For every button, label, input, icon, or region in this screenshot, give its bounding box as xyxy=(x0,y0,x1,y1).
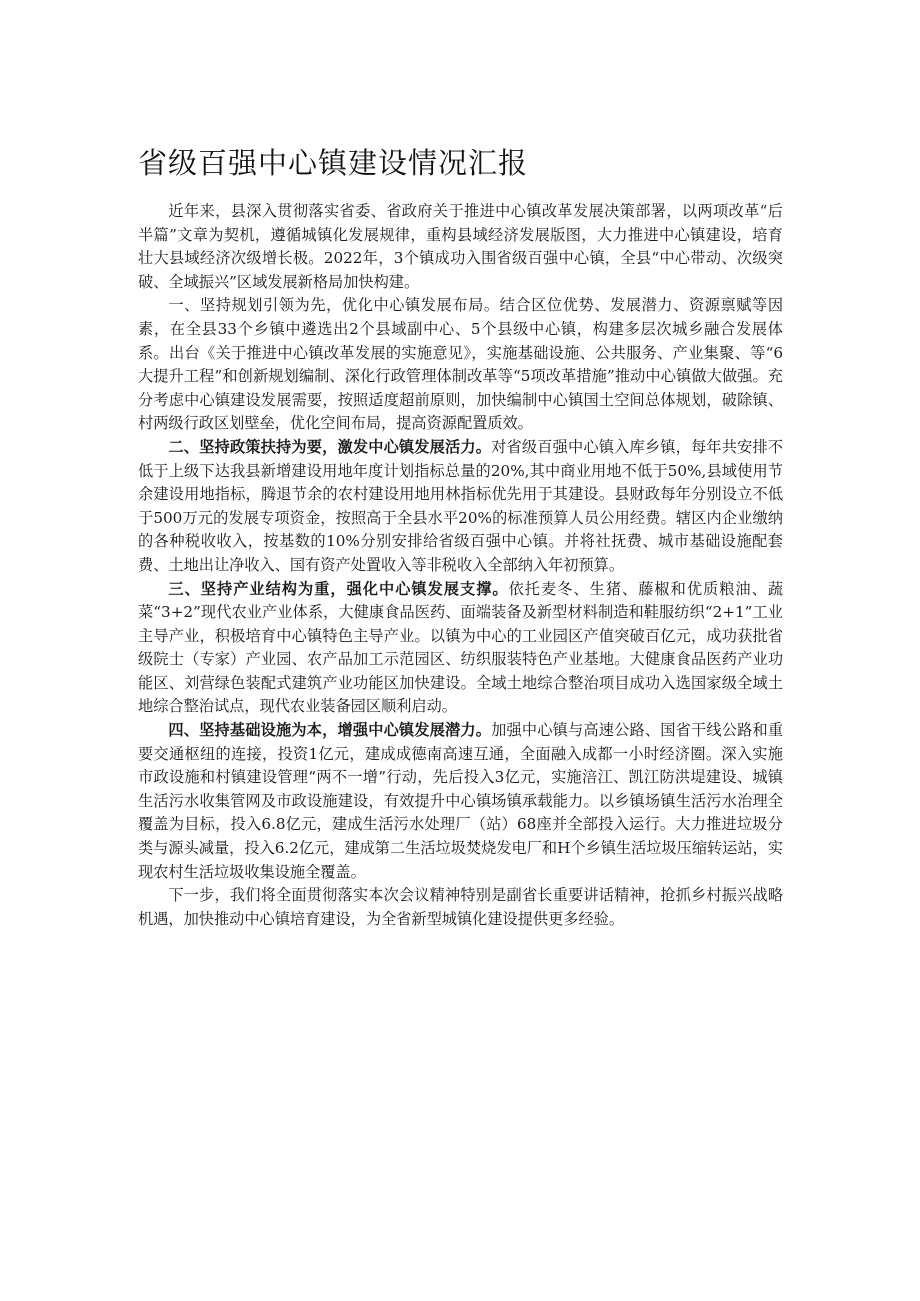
paragraph-section-4 xyxy=(138,719,783,884)
section-4-heading: 四、坚持基础设施为本，增强中心镇发展潜力。 xyxy=(168,721,492,740)
paragraph-intro xyxy=(138,200,783,294)
section-3-heading: 三、坚持产业结构为重，强化中心镇发展支撑。 xyxy=(168,579,509,598)
document-title: 省级百强中心镇建设情况汇报 xyxy=(138,146,529,180)
paragraph-section-1 xyxy=(138,294,783,436)
paragraph-next-steps xyxy=(138,884,783,931)
paragraph-intro-text: 近年来，县深入贯彻落实省委、省政府关于推进中心镇改革发展决策部署，以两项改革“后半篇”文章为契机，遵循城镇化发展规律，重构县域经济发展版图，大力推进中心镇建设，培育壮大县域经济次级增长极。2022年，3个镇成功入围省级百强中心镇，全县“中心带动、次级突破、全域振兴”区域发展新格局加快构建。 xyxy=(138,202,783,291)
paragraph-section-3-text: 依托麦冬、生猪、藤椒和优质粮油、蔬菜“3+2”现代农业产业体系，大健康食品医药、面端装备及新型材料制造和鞋服纺织“2+1”工业主导产业，积极培育中心镇特色主导产业。以镇为中心的工业园区产值突破百亿元，成功获批省级院士（专家）产业园、农产品加工示范园区、纺织服装特色产业基地。大健康食品医药产业功能区、刘营绿色装配式建筑产业功能区加快建设。全域土地综合整治项目成功入选国家级全域土地综合整治试点，现代农业装备园区顺利启动。 xyxy=(138,579,784,716)
paragraph-section-2 xyxy=(138,436,783,578)
section-2-heading: 二、坚持政策扶持为要，激发中心镇发展活力。 xyxy=(168,437,492,456)
paragraph-section-2-text: 对省级百强中心镇入库乡镇，每年共安排不低于上级下达我县新增建设用地年度计划指标总量的20%,其中商业用地不低于50%,县域使用节余建设用地指标，腾退节余的农村建设用地用林指标优先用于其建设。县财政每年分别设立不低于500万元的发展专项资金，按照高于全县水平20%的标准预算人员公用经费。辖区内企业缴纳的各种税收收入，按基数的10%分别安排给省级百强中心镇。并将社抚费、城市基础设施配套费、土地出让净收入、国有资产处置收入等非税收入全部纳入年初预算。 xyxy=(138,437,784,574)
document-body xyxy=(138,200,783,931)
paragraph-next-steps-text: 下一步，我们将全面贯彻落实本次会议精神特别是副省长重要讲话精神，抢抓乡村振兴战略机遇，加快推动中心镇培育建设，为全省新型城镇化建设提供更多经验。 xyxy=(138,886,783,928)
paragraph-section-4-text: 加强中心镇与高速公路、国省干线公路和重要交通枢纽的连接，投资1亿元，建成成德南高速互通，全面融入成都一小时经济圈。深入实施市政设施和村镇建设管理“两不一增”行动，先后投入3亿元，实施涪江、凯江防洪堤建设、城镇生活污水收集管网及市政设施建设，有效提升中心镇场镇承载能力。以乡镇场镇生活污水治理全覆盖为目标，投入6.8亿元，建成生活污水处理厂（站）68座并全部投入运行。大力推进垃圾分类与源头减量，投入6.2亿元，建成第二生活垃圾焚烧发电厂和H个乡镇生活垃圾压缩转运站，实现农村生活垃圾收集设施全覆盖。 xyxy=(138,721,784,881)
paragraph-section-1-text: 一、坚持规划引领为先，优化中心镇发展布局。结合区位优势、发展潜力、资源禀赋等因素，在全县33个乡镇中遴选出2个县域副中心、5个县级中心镇，构建多层次城乡融合发展体系。出台《关于推进中心镇改革发展的实施意见》，实施基础设施、公共服务、产业集聚、等“6大提升工程”和创新规划编制、深化行政管理体制改革等“5项改革措施”推动中心镇做大做强。充分考虑中心镇建设发展需要，按照适度超前原则，加快编制中心镇国土空间总体规划，破除镇、村两级行政区划壁垒，优化空间布局，提高资源配置质效。 xyxy=(138,296,783,433)
paragraph-section-3 xyxy=(138,578,783,720)
